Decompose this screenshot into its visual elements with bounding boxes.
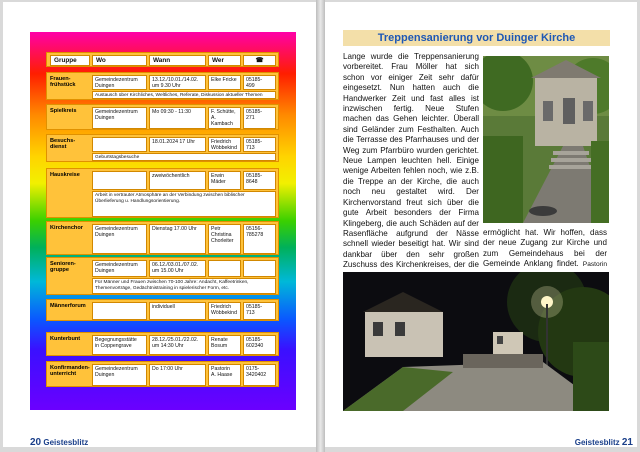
cell-gruppe: Kirchenchor [48, 224, 91, 254]
left-page-number: 20 [30, 437, 42, 448]
cell-wann: individuell [149, 302, 206, 320]
cell-wo: Gemeindezentrum Duingen [92, 364, 147, 386]
cell-tel: 05185- 271 [243, 107, 276, 129]
cell-wo: Gemeindezentrum Duingen [92, 75, 147, 90]
header-gruppe: Gruppe [50, 55, 90, 66]
cell-description: Austausch über Kirchliches, Weltliches, Referate, Diskussion aktueller Themen [92, 91, 276, 99]
cell-wann: Dienstag 17.00 Uhr [149, 224, 206, 254]
cell-gruppe: Senioren- gruppe [48, 260, 91, 294]
cell-wer: Erwin Mäder [208, 171, 241, 190]
table-row [46, 72, 279, 100]
cell-wann: zweiwöchentlich [149, 171, 206, 190]
cell-gruppe: Kunterbunt [48, 335, 91, 355]
cell-wer: Renate Bosum [208, 335, 241, 355]
header-wo: Wo [92, 55, 147, 66]
cell-description: Für Männer und Frauen zwischen 70-100 Jahre: Andacht, Kaffeetrinken, Themenvorträge, Gedächtnistraining in spielerischer Form, etc. [92, 278, 276, 294]
cell-gruppe: Männerforum [48, 302, 91, 320]
cell-wer: Friedrich Wöbbekind [208, 137, 241, 152]
cell-gruppe: Konfirmanden- unterricht [48, 364, 91, 386]
photo-church-stairs-day [483, 56, 609, 223]
article-column-1: Lange wurde die Treppensanierung vorbereitet. Frau Möller hat sich schon vor einiger Zeit sehr dafür eingesetzt. Nun hatten auch die Handwerker Zeit und fast alles ist inzwischen fertig. Neue Stufen machen das Gehen leichter. Überall sind Geländer zum Festhalten. Auch die Terrasse des Pfarrhauses und der Weg zum Pfarrbüro wurden gerichtet. Neue Lampen leuchten hell. Einige wenige Arbeiten fehlen noch, wie z.B. die Treppe an der Kirche, die auch noch neu gestaltet wird. Der Kirchenvorstand freut sich über die gute Arbeit besonders der Firma Klingeberg, die auch Schäden auf der Rasenfläche aufgrund der Nässe schnell wieder beseitigt hat. Wir sind dankbar über den sehr großen Zuschuss des Kirchenkreises, der die [343, 52, 479, 270]
table-row [46, 221, 279, 255]
cell-wer: F. Schütte, A. Kambach [208, 107, 241, 129]
cell-wann: Do 17:00 Uhr [149, 364, 206, 386]
photo-churchyard-night [343, 272, 609, 411]
page-gutter [316, 0, 325, 452]
cell-tel: 05185- 713 [243, 302, 276, 320]
table-row [46, 134, 279, 162]
table-row [46, 257, 279, 295]
table-row [46, 168, 279, 218]
cell-wo: Gemeindezentrum Duingen [92, 224, 147, 254]
left-magazine-name: Geistesblitz [43, 438, 89, 447]
cell-wo: Gemeindezentrum Duingen [92, 107, 147, 129]
cell-tel: 05156- 785278 [243, 224, 276, 254]
cell-wo [92, 137, 147, 152]
left-folio [30, 437, 88, 448]
cell-wer: Petr Christina Chorleiter [208, 224, 241, 254]
article-title: Treppensanierung vor Duinger Kirche [343, 30, 610, 46]
cell-wann: 28.12./25.01./22.02. um 14:30 Uhr [149, 335, 206, 355]
cell-tel [243, 260, 276, 277]
table-row [46, 104, 279, 130]
cell-wann: 18.01.2024 17 Uhr [149, 137, 206, 152]
cell-wo: Begegnungsstätte in Coppengrave [92, 335, 147, 355]
cell-wann: 13.12./10.01./14.02. um 9.30 Uhr [149, 75, 206, 90]
cell-wer: Elke Fricke [208, 75, 241, 90]
cell-tel: 05185- 8648 [243, 171, 276, 190]
cell-tel: 05185- 713 [243, 137, 276, 152]
cell-tel: 05185- 499 [243, 75, 276, 90]
table-row [46, 299, 279, 321]
cell-gruppe: Spielkreis [48, 107, 91, 129]
article-column-2-text: ermöglicht hat. Wir hoffen, dass der neue Zugang zur Kirche und zum Gemeindehaus bei der Gemeinde Anklang findet. [483, 228, 607, 269]
article-signature: Pastorin [582, 261, 607, 269]
header-wer: Wer [208, 55, 241, 66]
phone-icon: ☎ [243, 55, 276, 66]
cell-wann: Mo 09:30 - 11:30 [149, 107, 206, 129]
cell-gruppe: Besuchs- dienst [48, 137, 91, 161]
table-row [46, 361, 279, 387]
cell-wann: 06.12./03.01./07.02. um 15.00 Uhr [149, 260, 206, 277]
cell-gruppe: Frauen- frühstück [48, 75, 91, 99]
table-header-row [46, 52, 279, 67]
cell-description: Geburtstagsbesuche [92, 153, 276, 161]
cell-description: Arbeit in vertrauter Atmosphäre an der Verbindung zwischen biblischer Überlieferung u. Handlungsorientierung. [92, 191, 276, 217]
cell-tel: 0175- 3420402 [243, 364, 276, 386]
cell-gruppe: Hauskreise [48, 171, 91, 217]
cell-wo: Gemeindezentrum Duingen [92, 260, 147, 277]
right-folio [575, 437, 633, 448]
cell-wer [208, 260, 241, 277]
cell-tel: 05185- 602340 [243, 335, 276, 355]
right-page-number: 21 [621, 437, 633, 448]
right-magazine-name: Geistesblitz [574, 438, 620, 447]
table-row [46, 332, 279, 356]
header-wann: Wann [149, 55, 206, 66]
cell-wer: Friedrich Wöbbekind [208, 302, 241, 320]
cell-wer: Pastorin A. Haase [208, 364, 241, 386]
cell-wo [92, 171, 147, 190]
cell-wo [92, 302, 147, 320]
